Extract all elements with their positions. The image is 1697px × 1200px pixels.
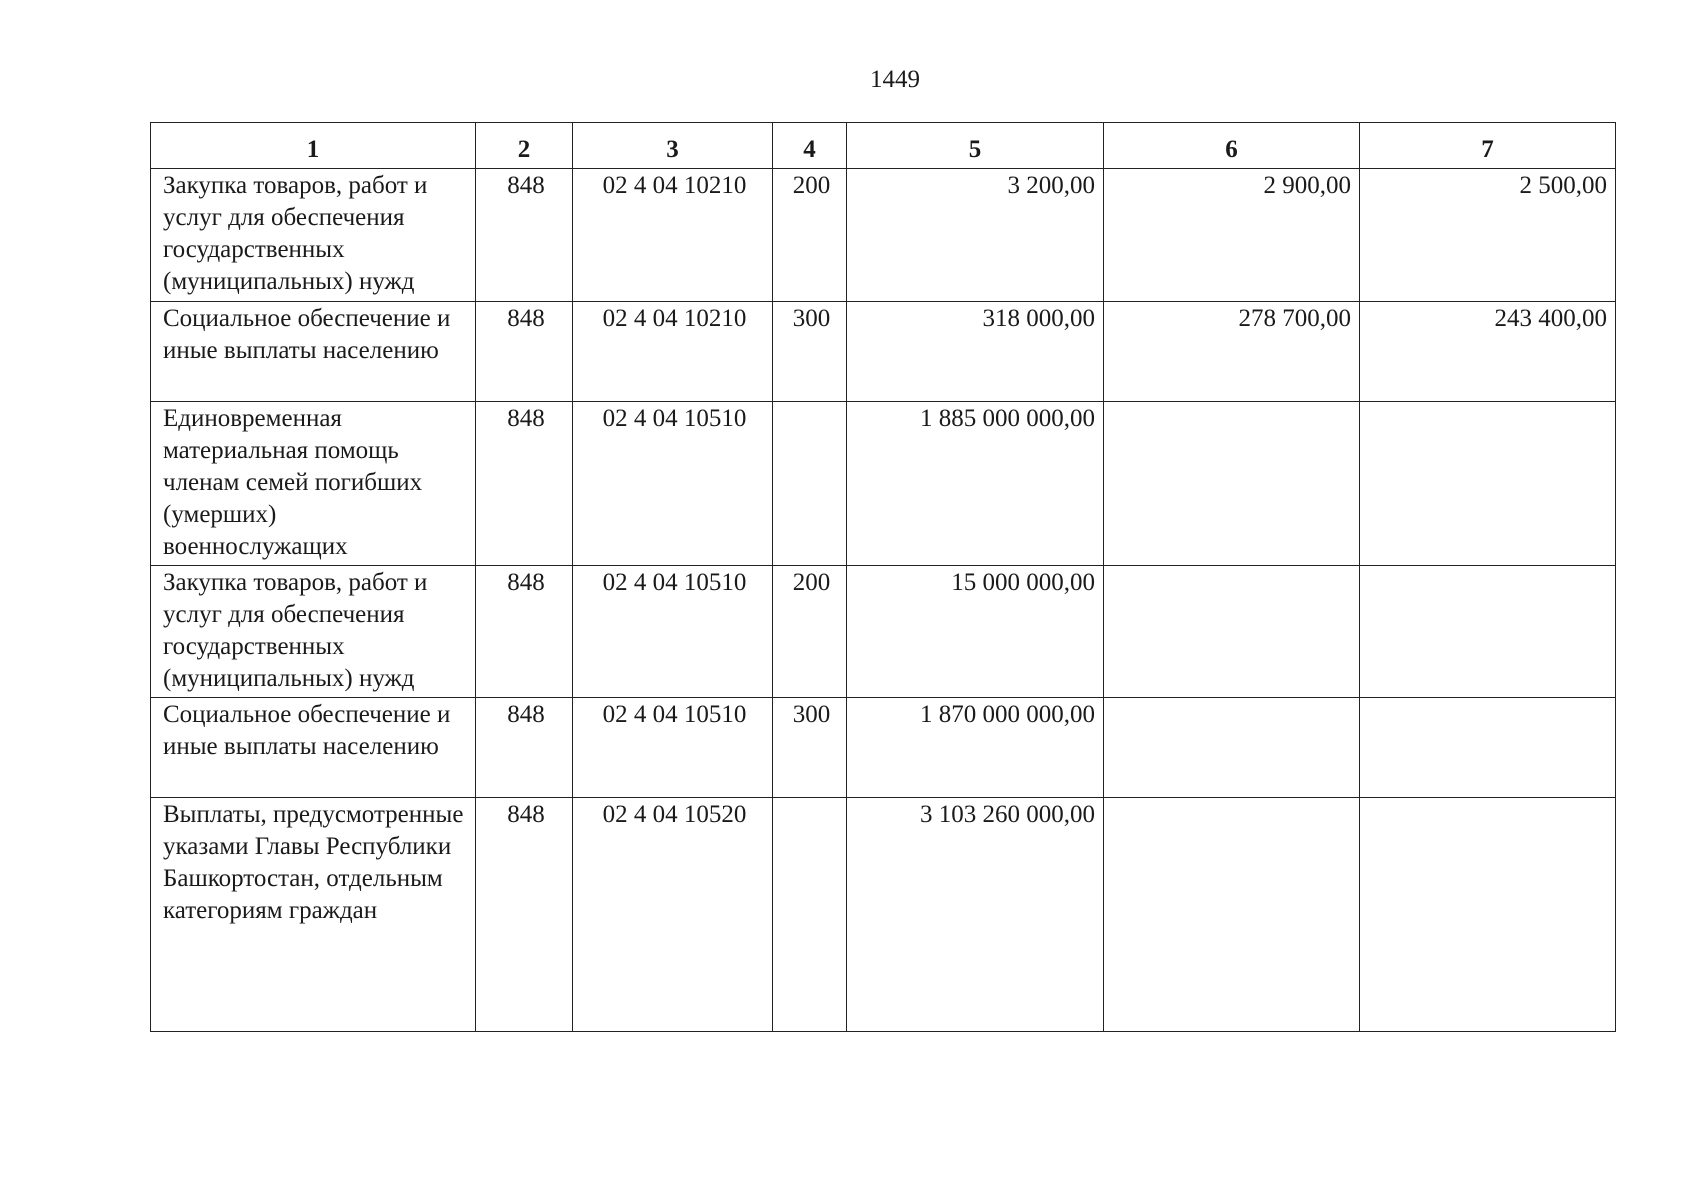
table-row <box>151 566 1616 698</box>
row-amount-1: 1 870 000 000,00 <box>847 698 1104 798</box>
row-name: Закупка товаров, работ и услуг для обеспечения государственных (муниципальных) нужд <box>151 169 476 302</box>
row-amount-3 <box>1360 698 1616 798</box>
row-article: 02 4 04 10510 <box>573 566 773 698</box>
row-name: Социальное обеспечение и иные выплаты населению <box>151 302 476 402</box>
row-article: 02 4 04 10210 <box>573 169 773 302</box>
row-name: Социальное обеспечение и иные выплаты населению <box>151 698 476 798</box>
col-header-5: 5 <box>847 123 1104 169</box>
row-amount-2: 278 700,00 <box>1104 302 1360 402</box>
row-article: 02 4 04 10510 <box>573 402 773 566</box>
row-amount-1: 15 000 000,00 <box>847 566 1104 698</box>
row-ministry: 848 <box>476 302 573 402</box>
row-amount-2 <box>1104 566 1360 698</box>
row-name: Закупка товаров, работ и услуг для обеспечения государственных (муниципальных) нужд <box>151 566 476 698</box>
row-amount-1: 318 000,00 <box>847 302 1104 402</box>
row-ministry: 848 <box>476 698 573 798</box>
row-amount-1: 1 885 000 000,00 <box>847 402 1104 566</box>
table-row <box>151 169 1616 302</box>
row-amount-3: 243 400,00 <box>1360 302 1616 402</box>
col-header-4: 4 <box>773 123 847 169</box>
row-ministry: 848 <box>476 402 573 566</box>
row-expense-type <box>773 402 847 566</box>
row-amount-1: 3 200,00 <box>847 169 1104 302</box>
row-amount-3 <box>1360 402 1616 566</box>
row-ministry: 848 <box>476 798 573 1032</box>
row-expense-type <box>773 798 847 1032</box>
row-expense-type: 300 <box>773 302 847 402</box>
col-header-3: 3 <box>573 123 773 169</box>
row-amount-3: 2 500,00 <box>1360 169 1616 302</box>
row-amount-2: 2 900,00 <box>1104 169 1360 302</box>
row-amount-2 <box>1104 698 1360 798</box>
row-article: 02 4 04 10520 <box>573 798 773 1032</box>
table-row <box>151 302 1616 402</box>
row-article: 02 4 04 10510 <box>573 698 773 798</box>
row-amount-3 <box>1360 798 1616 1032</box>
row-ministry: 848 <box>476 566 573 698</box>
col-header-1: 1 <box>151 123 476 169</box>
table-row <box>151 402 1616 566</box>
row-name: Единовременная материальная помощь членам семей погибших (умерших) военнослужащих <box>151 402 476 566</box>
table-row <box>151 698 1616 798</box>
page-number: 1449 <box>870 66 920 93</box>
row-expense-type: 200 <box>773 169 847 302</box>
row-amount-1: 3 103 260 000,00 <box>847 798 1104 1032</box>
row-expense-type: 200 <box>773 566 847 698</box>
table-row <box>151 798 1616 1032</box>
row-article: 02 4 04 10210 <box>573 302 773 402</box>
row-expense-type: 300 <box>773 698 847 798</box>
budget-table <box>150 122 1616 1032</box>
row-amount-2 <box>1104 402 1360 566</box>
col-header-7: 7 <box>1360 123 1616 169</box>
row-ministry: 848 <box>476 169 573 302</box>
col-header-6: 6 <box>1104 123 1360 169</box>
header-row <box>151 123 1616 169</box>
row-name: Выплаты, предусмотренные указами Главы Республики Башкортостан, отдельным категориям граждан <box>151 798 476 1032</box>
col-header-2: 2 <box>476 123 573 169</box>
row-amount-3 <box>1360 566 1616 698</box>
row-amount-2 <box>1104 798 1360 1032</box>
